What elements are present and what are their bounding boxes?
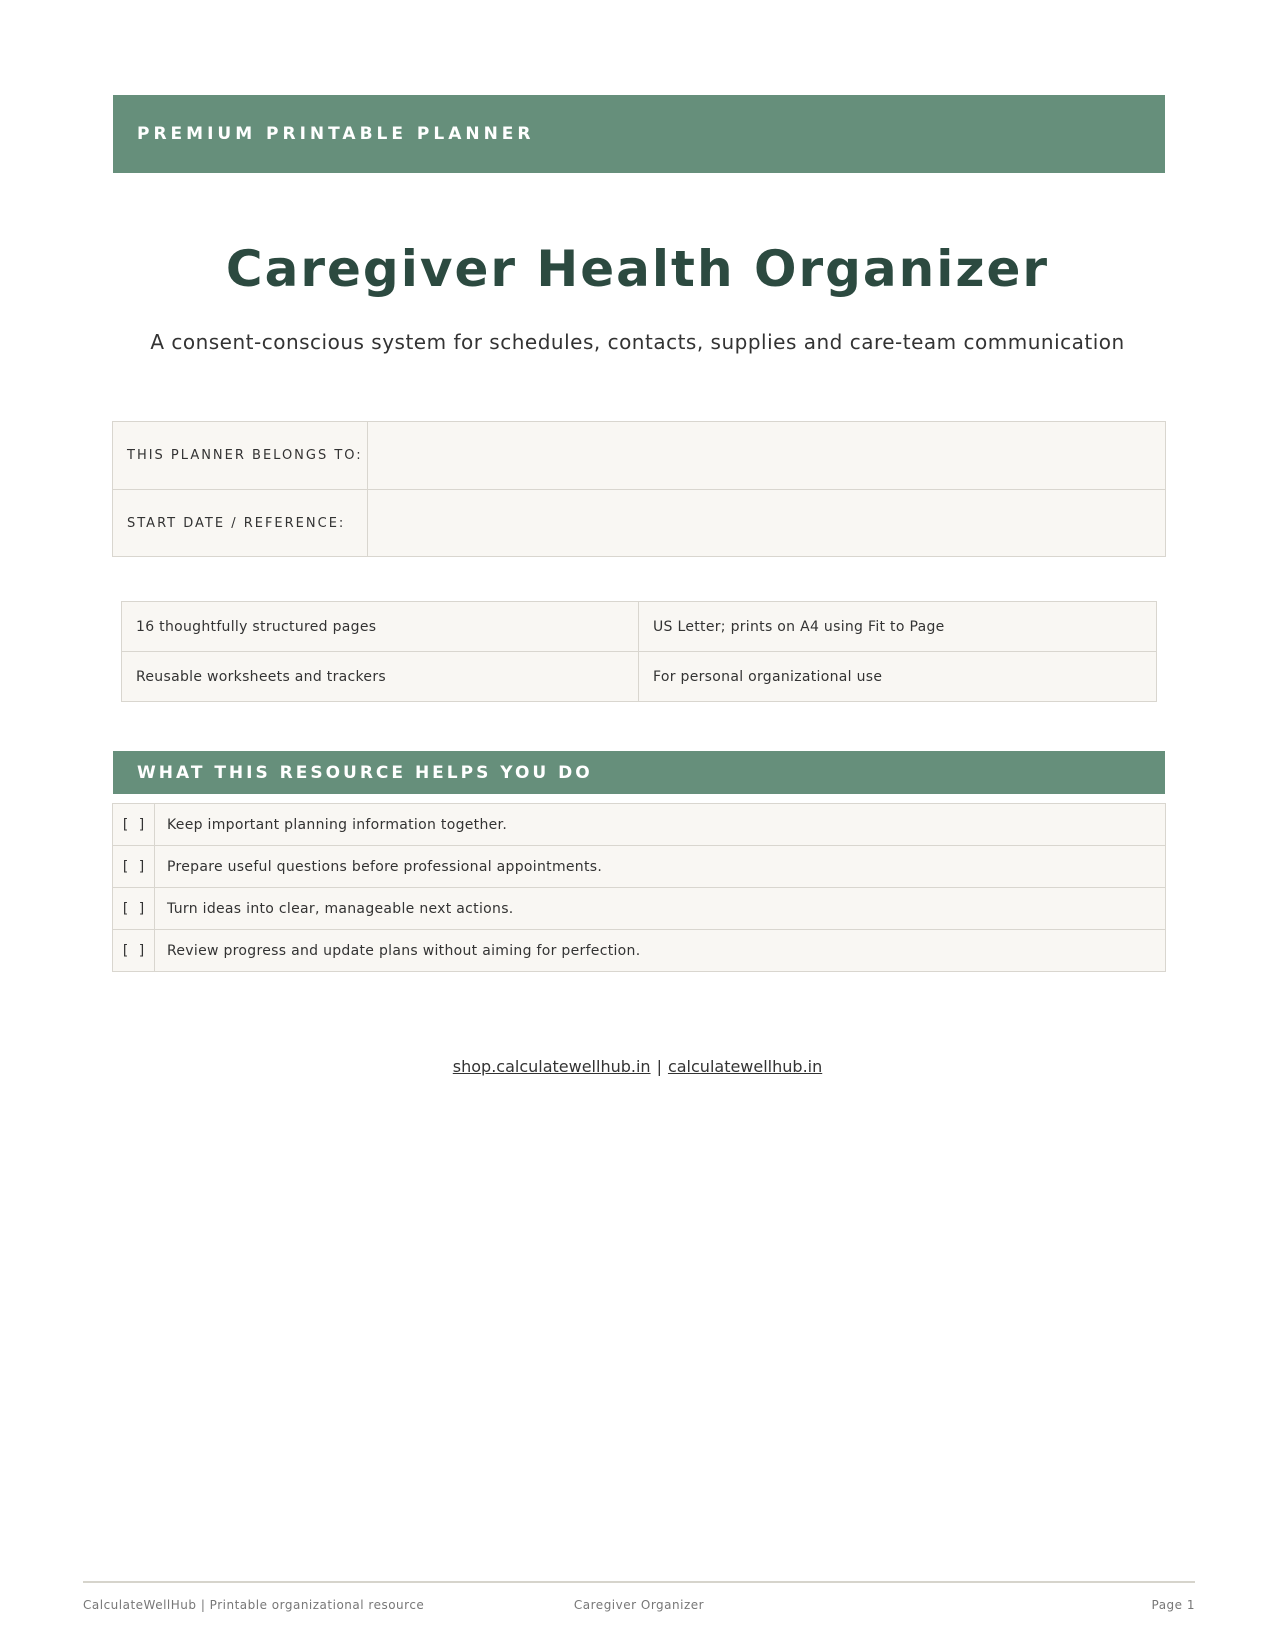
checklist-item xyxy=(113,887,1165,929)
checklist-item-text: Prepare useful questions before professional appointments. xyxy=(167,858,603,875)
page-title: Caregiver Health Organizer xyxy=(225,240,1050,298)
footer-center-text: Caregiver Organizer xyxy=(573,1598,705,1612)
feature-item: US Letter; prints on A4 using Fit to Page xyxy=(639,602,1156,652)
checklist-item xyxy=(113,845,1165,887)
checkbox[interactable]: [ ] xyxy=(113,804,155,845)
link-separator: | xyxy=(656,1057,662,1076)
checklist-item-text: Review progress and update plans without aiming for perfection. xyxy=(167,942,641,959)
footer-divider xyxy=(83,1581,1195,1583)
shop-link[interactable]: shop.calculatewellhub.in xyxy=(452,1057,651,1076)
main-site-link[interactable]: calculatewellhub.in xyxy=(667,1057,823,1076)
page-footer xyxy=(83,1598,1195,1618)
checkbox[interactable]: [ ] xyxy=(113,930,155,971)
owner-row-start-date xyxy=(113,489,1165,556)
checklist-item-text: Turn ideas into clear, manageable next actions. xyxy=(167,900,514,917)
checkbox[interactable]: [ ] xyxy=(113,888,155,929)
owner-row-belongs-to xyxy=(113,422,1165,489)
feature-item: Reusable worksheets and trackers xyxy=(122,652,639,701)
feature-item: For personal organizational use xyxy=(653,668,883,685)
checklist-item xyxy=(113,804,1165,845)
start-date-field[interactable] xyxy=(368,490,1165,556)
checklist xyxy=(112,803,1166,972)
start-date-label: START DATE / REFERENCE: xyxy=(113,490,368,556)
feature-grid xyxy=(121,601,1157,702)
checkbox[interactable]: [ ] xyxy=(113,846,155,887)
owner-name-field[interactable] xyxy=(368,422,1165,489)
header-banner xyxy=(113,95,1165,173)
owner-label: THIS PLANNER BELONGS TO: xyxy=(113,422,368,489)
section-title: WHAT THIS RESOURCE HELPS YOU DO xyxy=(137,762,593,783)
feature-item: 16 thoughtfully structured pages xyxy=(122,602,639,652)
banner-text: PREMIUM PRINTABLE PLANNER xyxy=(137,124,535,144)
checklist-item xyxy=(113,929,1165,971)
footer-left-text: CalculateWellHub | Printable organizational resource xyxy=(83,1598,425,1612)
page-number: Page 1 xyxy=(1151,1598,1195,1612)
page-subtitle: A consent-conscious system for schedules, contacts, supplies and care-team communication xyxy=(150,330,1125,354)
section-header xyxy=(113,751,1165,794)
owner-info-table xyxy=(112,421,1166,557)
checklist-item-text: Keep important planning information together. xyxy=(167,816,508,833)
website-links xyxy=(0,1057,1275,1076)
